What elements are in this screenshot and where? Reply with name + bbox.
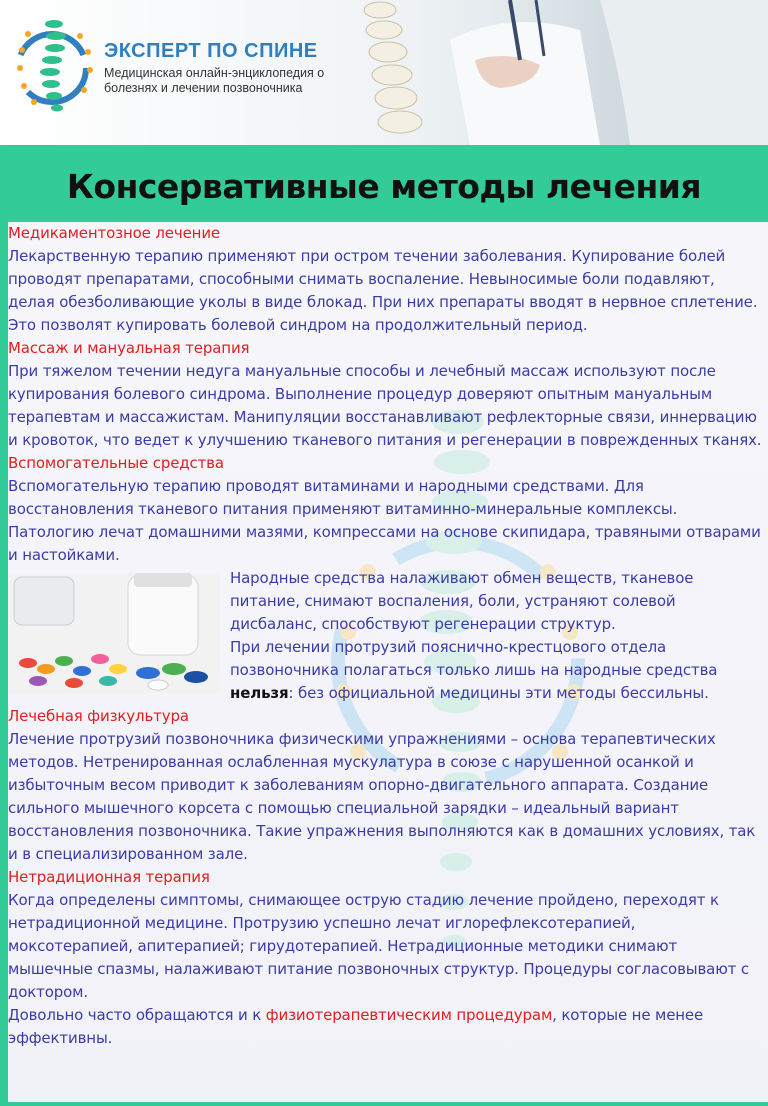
paragraph-alternative: Когда определены симптомы, снимающее острую стадию лечение пройдено, переходят к нетрадиционной медицине. Протрузию успешно лечат иглорефлексотерапией, моксотерапией, апитерапией; гирудотерапией. Нетрадиционные методики снимают мышечные спазмы, налаживают питание позвоночных структур. Процедуры согласовывают с доктором.	[8, 891, 749, 1001]
heading-auxiliary: Вспомогательные средства	[8, 454, 224, 472]
paragraph-massage: При тяжелом течении недуга мануальные способы и лечебный массаж используют после купирования болевого синдрома. Выполнение процедур доверяют опытным мануальным терапевтам и массажистам. Манипуляции восстанавливают рефлекторные связи, иннервацию и кровоток, что ведет к улучшению тканевого питания и регенерации в поврежденных тканях.	[8, 362, 762, 449]
physio-after: , которые не менее эффективны.	[8, 1006, 704, 1047]
folk-warning-before: При лечении протрузий пояснично-крестцового отдела позвоночника полагаться только лишь на народные средства	[230, 638, 718, 679]
title-row	[0, 152, 768, 222]
paragraph-physiotherapy	[8, 1004, 764, 1050]
auxiliary-with-image	[8, 567, 764, 705]
physio-highlight: физиотерапевтическим процедурам	[265, 1006, 553, 1024]
paragraph-exercise: Лечение протрузий позвоночника физическими упражнениями – основа терапевтических методов. Нетренированная ослабленная мускулатура в союзе с нарушенной осанкой и избыточным весом приводит к заболеваниям опорно-двигательного аппарата. Создание сильного мышечного корсета с помощью специальной зарядки – идеальный вариант восстановления позвоночника. Такие упражнения выполняются как в домашних условиях, так и в специализированном зале.	[8, 730, 756, 863]
paragraph-auxiliary: Вспомогательную терапию проводят витаминами и народными средствами. Для восстановления тканевого питания применяют витаминно-минеральные комплексы. Патологию лечат домашними мазями, компрессами на основе скипидара, травяными отварами и настойками.	[8, 477, 761, 564]
page-title: Консервативные методы лечения	[66, 167, 702, 206]
spine-logo-icon	[10, 12, 100, 120]
folk-warning-after: : без официальной медицины эти методы бессильны.	[288, 684, 709, 702]
physio-before: Довольно часто обращаются и к	[8, 1006, 262, 1024]
pills-photo	[8, 573, 220, 693]
brand-subtitle: Медицинская онлайн-энциклопедия о болезнях и лечении позвоночника	[104, 66, 325, 95]
header	[0, 0, 768, 145]
text-body	[8, 222, 768, 1050]
content-panel	[8, 222, 768, 1102]
heading-alternative: Нетрадиционная терапия	[8, 868, 210, 886]
heading-medication: Медикаментозное лечение	[8, 224, 221, 242]
heading-massage: Массаж и мануальная терапия	[8, 339, 250, 357]
paragraph-folk-remedies: Народные средства налаживают обмен веществ, тканевое питание, снимают воспаления, боли, устраняют солевой дисбаланс, способствуют регенерации структур.	[230, 569, 694, 633]
folk-warning-bold: нельзя	[230, 684, 289, 702]
brand-title: ЭКСПЕРТ ПО СПИНЕ	[104, 40, 318, 62]
paragraph-medication: Лекарственную терапию применяют при остром течении заболевания. Купирование болей проводят препаратами, способными снимать воспаление. Невыносимые боли подавляют, делая обезболивающие уколы в виде блокад. При них препараты вводят в нервное сплетение. Это позволят купировать болевой синдром на продолжительный период.	[8, 247, 758, 334]
heading-exercise: Лечебная физкультура	[8, 707, 189, 725]
header-spine-photo	[300, 0, 768, 145]
